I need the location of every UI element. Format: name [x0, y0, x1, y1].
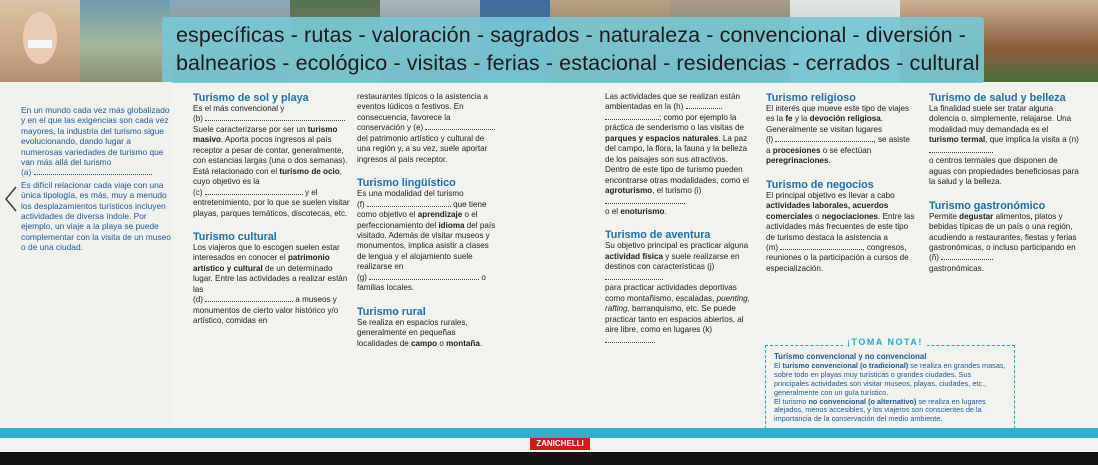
text-gastronomico: Permite degustar alimentos, platos y bebidas típicas de un país o una región, acudiendo a restaurantes, fiestas y ferias gastronómicas, o incluso participando en (ñ) gastronómicas. [929, 211, 1077, 273]
text-rural: Se realiza en espacios rurales, generalmente en pequeñas localidades de campo o montaña. [357, 317, 483, 348]
blank-e[interactable] [425, 123, 495, 130]
column-1 [193, 92, 353, 327]
publisher-logo: ZANICHELLI [530, 438, 590, 450]
note-paragraph-1: El turismo convencional (o tradicional) se realiza en grandes masas, sobre todo en playas muy turísticas o grandes ciudades. Sus principales actividades son visitar museos, playas, ciudades, etc., generalmente con un guía turístico. [774, 360, 1006, 397]
blank-d[interactable] [205, 295, 293, 302]
intro-text [21, 105, 173, 253]
blank-g[interactable] [369, 273, 479, 280]
blank-h-start[interactable] [686, 102, 722, 109]
heading-religioso: Turismo religioso [766, 92, 856, 104]
keyword-line-2: balnearios - ecológico - visitas - ferias - estacional - residencias - cerrados - cultural [176, 51, 980, 75]
bottom-edge [0, 452, 1098, 465]
note-paragraph-2: El turismo no convencional (o alternativo) se realiza en lugares alejados, menos accesibles, y los viajeros son conscientes de la importancia de la conservación del medio ambiente. [774, 396, 986, 424]
column-2 [357, 92, 497, 349]
toma-nota-title: ¡TOMA NOTA! [843, 337, 927, 347]
blank-l[interactable] [775, 135, 873, 142]
blank-m[interactable] [780, 243, 862, 250]
blank-i[interactable] [605, 197, 685, 204]
blank-f[interactable] [367, 200, 451, 207]
photo-beach [0, 0, 80, 82]
blank-n[interactable] [929, 146, 993, 153]
text-cultural: Los viajeros que lo escogen suelen estar interesados en conocer el patrimonio artístico y cultural de un determinado lugar. Entre las actividades a realizar están las (d) a museos y monumentos de cierto valor histórico y/o artístico, comidas en [193, 242, 348, 326]
intro-paragraph-2: Es difícil relacionar cada viaje con una única tipología, es más, muy a menudo los desplazamientos turísticos incluyen actividades de diversa índole. Por ejemplo, un viaje a la playa se puede complementar con la visita de un museo o de una ciudad. [21, 179, 171, 253]
column-3 [605, 92, 751, 346]
heading-rural: Turismo rural [357, 305, 426, 318]
heading-gastronomico: Turismo gastronómico [929, 199, 1046, 212]
intro-paragraph-1: En un mundo cada vez más globalizado y en el que las exigencias son cada vez mayores, la industria del turismo sigue evolucionando, dando lugar a numerosas variedades de turismo que van más allá del turismo (a) [21, 105, 170, 178]
bottom-bar [0, 428, 1098, 438]
text-sol-playa: Es el más convencional y (b) Suele caracterizarse por ser un turismo masivo. Aporta pocos ingresos al país receptor a pesar de contar, generalmente, con estancias largas (una o dos semanas). Está relacionado con el turismo de ocio, cuyo objetivo es la (c) y el entretenimiento, por lo que se suelen visitar playas, parques temáticos, discotecas, etc. [193, 104, 350, 218]
blank-h[interactable] [605, 113, 659, 120]
heading-negocios: Turismo de negocios [766, 178, 874, 191]
text-cultural-cont: restaurantes típicos o la asistencia a eventos lúdicos o festivos. En consecuencia, favorece la conservación y (e) del patrimonio artístico y cultural de una región y, a su vez, suele aportar ingresos al país receptor. [357, 92, 497, 165]
column-4 [766, 92, 916, 274]
blank-n-tilde[interactable] [941, 253, 993, 260]
note-heading: Turismo convencional y no convencional [774, 352, 927, 361]
keyword-line-1: específicas - rutas - valoración - sagrados - naturaleza - convencional - diversión - [176, 23, 967, 47]
blank-a[interactable] [34, 167, 152, 175]
text-linguistico: Es una modalidad del turismo (f) que tiene como objetivo el aprendizaje o el perfeccionamiento del idioma del país visitado. Además de visitar museos y monumentos, implica asistir a clases de lengua y el alojamiento suele realizarse en (g) o familias locales. [357, 189, 496, 293]
blank-k[interactable] [605, 336, 655, 343]
text-negocios: El principal objetivo es llevar a cabo actividades laborales, acuerdos comerciales o negociaciones. Entre las actividades más frecuentes de este tipo de turismo destaca la asistencia a (m) , congresos, reuniones o la participación a cursos de especialización. [766, 190, 915, 273]
text-aventura: Su objetivo principal es practicar alguna actividad física y suele realizarse en destinos con características (j) para practicar actividades deportivas como montañismo, escaladas, puenting, rafting, barranquismo, etc. Se puede practicar tanto en espacios abiertos, al aire libre, como en lugares (k) [605, 241, 751, 346]
blank-j[interactable] [605, 273, 663, 280]
heading-salud-belleza: Turismo de salud y belleza [929, 92, 1066, 104]
photo-sea [80, 0, 170, 82]
text-salud-belleza: La finalidad suele ser tratar alguna dolencia o, simplemente, relajarse. Una modalidad muy demandada es el turismo termal, que implica la visita a (n) o centros termales que disponen de aguas con propiedades beneficiosas para la salud y la belleza. [929, 104, 1079, 187]
heading-aventura: Turismo de aventura [605, 229, 711, 242]
keyword-banner [162, 17, 984, 83]
heading-linguistico: Turismo lingüístico [357, 177, 456, 190]
chevron-left-icon[interactable] [4, 186, 18, 212]
text-religioso: El interés que mueve este tipo de viajes es la fe y la devoción religiosa. Generalmente se visitan lugares (l) , se asiste a procesiones o se efectúan peregrinaciones. [766, 104, 910, 166]
heading-sol-playa: Turismo de sol y playa [193, 92, 309, 104]
text-rural-cont: Las actividades que se realizan están ambientadas en la (h) ; como por ejemplo la práctica de senderismo o las visitas de parques y espacios naturales. La paz del campo, la flora, la fauna y la belleza de los paisajes son sus atractivos. Dentro de este tipo de turismo pueden encontrarse otras modalidades, como el agroturismo, el turismo (i) o el enoturismo. [605, 92, 749, 216]
blank-b[interactable] [205, 114, 345, 121]
column-5 [929, 92, 1079, 274]
blank-c[interactable] [205, 188, 303, 195]
heading-cultural: Turismo cultural [193, 230, 277, 243]
